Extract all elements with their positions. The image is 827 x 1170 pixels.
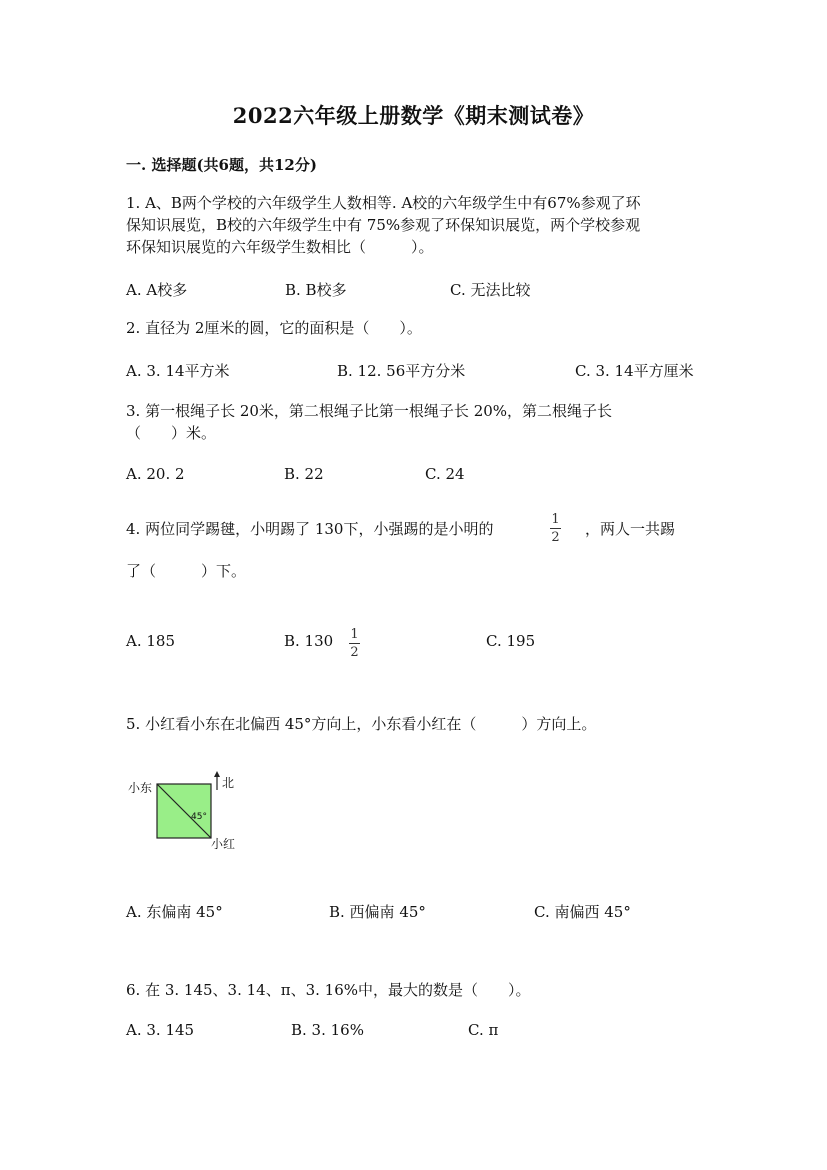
- direction-diagram: [120, 768, 250, 858]
- north-arrow-icon: [214, 771, 220, 777]
- diagram-label-xiaodong: 小东: [128, 781, 153, 795]
- q6-option-b[interactable]: B. 3. 16%: [291, 1021, 364, 1039]
- diagram-label-xiaohong: 小红: [211, 837, 236, 851]
- q6-option-c[interactable]: C. π: [468, 1021, 499, 1039]
- q4-option-a[interactable]: A. 185: [126, 632, 175, 650]
- q4-option-b-fraction-denominator: 2: [350, 645, 359, 660]
- q4-option-b-fraction: [349, 627, 360, 660]
- q1-line-2: 保知识展览，B校的六年级学生中有 75%参观了环保知识展览，两个学校参观: [126, 216, 641, 234]
- q4-text-before: 4. 两位同学踢毽，小明踢了 130下，小强踢的是小明的: [126, 520, 494, 538]
- q3-option-b[interactable]: B. 22: [284, 465, 324, 483]
- q1-option-c[interactable]: C. 无法比较: [450, 281, 531, 299]
- q1-option-a[interactable]: A. A校多: [126, 281, 188, 299]
- q3-option-a[interactable]: A. 20. 2: [126, 465, 185, 483]
- q6-option-a[interactable]: A. 3. 145: [126, 1021, 195, 1039]
- q4-option-b-fraction-numerator: 1: [350, 627, 359, 642]
- q4-line-2: 了（ ）下。: [126, 562, 247, 580]
- q5-option-a[interactable]: A. 东偏南 45°: [126, 903, 223, 921]
- q2-option-b[interactable]: B. 12. 56平方分米: [337, 362, 466, 380]
- q2-option-c[interactable]: C. 3. 14平方厘米: [575, 362, 694, 380]
- q1-option-b[interactable]: B. B校多: [285, 281, 347, 299]
- q4-option-c[interactable]: C. 195: [486, 632, 536, 650]
- q4-option-b[interactable]: B. 130: [284, 632, 334, 650]
- q4-fraction-denominator: 2: [551, 530, 560, 545]
- q2-text: 2. 直径为 2厘米的圆，它的面积是（ ）。: [126, 319, 422, 337]
- q3-line-2: （ ）米。: [126, 424, 217, 442]
- page-title: 2022六年级上册数学《期末测试卷》: [232, 103, 595, 128]
- q4-fraction: [550, 512, 561, 545]
- diagram-label-angle: 45°: [191, 812, 207, 822]
- section-heading: 一. 选择题(共6题，共12分): [126, 156, 317, 174]
- q4-text-after: ，两人一共踢: [585, 520, 676, 538]
- q2-option-a[interactable]: A. 3. 14平方米: [126, 362, 230, 380]
- q5-option-b[interactable]: B. 西偏南 45°: [329, 903, 426, 921]
- q4-fraction-bar: [550, 528, 561, 529]
- q3-option-c[interactable]: C. 24: [425, 465, 465, 483]
- q5-option-c[interactable]: C. 南偏西 45°: [534, 903, 631, 921]
- q6-text: 6. 在 3. 145、3. 14、π、3. 16%中，最大的数是（ ）。: [126, 981, 531, 999]
- q3-line-1: 3. 第一根绳子长 20米，第二根绳子比第一根绳子长 20%，第二根绳子长: [126, 402, 613, 420]
- q1-line-3: 环保知识展览的六年级学生数相比（ ）。: [126, 238, 434, 256]
- q5-text: 5. 小红看小东在北偏西 45°方向上，小东看小红在（ ）方向上。: [126, 715, 597, 733]
- q4-fraction-numerator: 1: [551, 512, 560, 527]
- q4-option-b-fraction-bar: [349, 643, 360, 644]
- q1-line-1: 1. A、B两个学校的六年级学生人数相等. A校的六年级学生中有67%参观了环: [126, 194, 641, 212]
- diagram-label-north: 北: [222, 776, 235, 790]
